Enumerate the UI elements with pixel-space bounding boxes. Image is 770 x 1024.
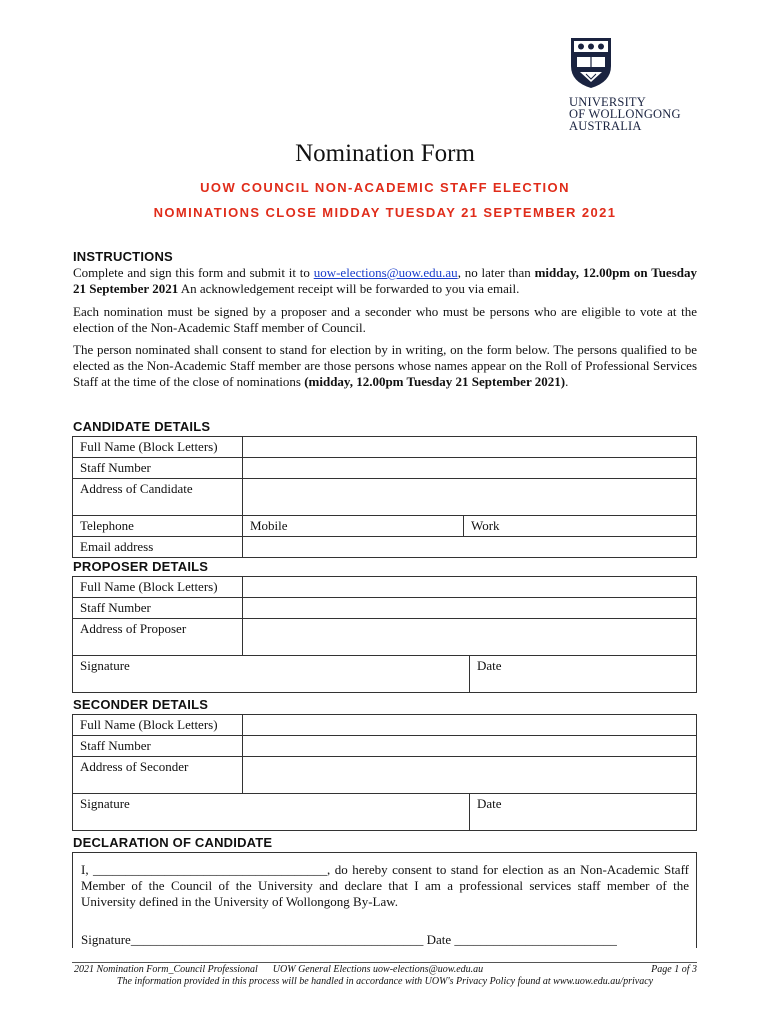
seconder-signature-field[interactable]: Signature <box>73 794 470 831</box>
instructions-paragraph-1: Complete and sign this form and submit it to uow-elections@uow.edu.au, no later than midday, 12.00pm on Tuesday 21 September 2021 An acknowledgement receipt will be forwarded to you via email. <box>73 265 697 296</box>
seconder-full-name-label: Full Name (Block Letters) <box>73 715 243 736</box>
proposer-heading: PROPOSER DETAILS <box>73 559 209 574</box>
instructions-heading: INSTRUCTIONS <box>73 249 173 264</box>
proposer-address-field[interactable] <box>243 619 697 656</box>
university-name: UNIVERSITY OF WOLLONGONG AUSTRALIA <box>569 95 681 133</box>
seconder-full-name-field[interactable] <box>243 715 697 736</box>
proposer-full-name-field[interactable] <box>243 577 697 598</box>
candidate-full-name-field[interactable] <box>243 437 697 458</box>
proposer-staff-number-label: Staff Number <box>73 598 243 619</box>
proposer-date-field[interactable]: Date <box>470 656 697 693</box>
declaration-heading: DECLARATION OF CANDIDATE <box>73 835 273 850</box>
crest-icon <box>569 36 613 90</box>
election-email-link[interactable]: uow-elections@uow.edu.au <box>313 265 458 280</box>
footer-page-number: Page 1 of 3 <box>651 964 697 975</box>
proposer-staff-number-field[interactable] <box>243 598 697 619</box>
candidate-full-name-label: Full Name (Block Letters) <box>73 437 243 458</box>
declaration-text: I, ____________________________________, do hereby consent to stand for election as an Non-Academic Staff Member of the Council of the University and declare that I am a professional services staff member of the University defined in the University of Wollongong By-Law. <box>81 862 689 909</box>
seconder-staff-number-field[interactable] <box>243 736 697 757</box>
seconder-address-field[interactable] <box>243 757 697 794</box>
proposer-address-label: Address of Proposer <box>73 619 243 656</box>
seconder-staff-number-label: Staff Number <box>73 736 243 757</box>
deadline-subtitle: NOMINATIONS CLOSE MIDDAY TUESDAY 21 SEPTEMBER 2021 <box>153 205 617 220</box>
seconder-heading: SECONDER DETAILS <box>73 697 209 712</box>
page-title: Nomination Form <box>295 140 475 167</box>
election-subtitle: UOW COUNCIL NON-ACADEMIC STAFF ELECTION <box>200 180 570 195</box>
footer-document-info: 2021 Nomination Form_Council Professional UOW General Elections uow-elections@uow.edu.au <box>74 964 484 975</box>
candidate-address-label: Address of Candidate <box>73 479 243 516</box>
footer-privacy-notice: The information provided in this process will be handled in accordance with UOW's Privacy Policy found at www.uow.edu.au/privacy <box>116 976 654 987</box>
candidate-email-label: Email address <box>73 537 243 558</box>
seconder-date-field[interactable]: Date <box>470 794 697 831</box>
instructions-paragraph-3: The person nominated shall consent to stand for election by in writing, on the form below. The persons qualified to be elected as the Non-Academic Staff member are those persons whose names appear on the Roll of Professional Services Staff at the time of the close of nominations (midday, 12.00pm Tuesday 21 September 2021). <box>73 342 697 389</box>
proposer-signature-field[interactable]: Signature <box>73 656 470 693</box>
candidate-heading: CANDIDATE DETAILS <box>73 419 211 434</box>
candidate-telephone-field[interactable]: Telephone <box>73 516 243 537</box>
declaration-box <box>72 852 697 948</box>
proposer-full-name-label: Full Name (Block Letters) <box>73 577 243 598</box>
candidate-staff-number-label: Staff Number <box>73 458 243 479</box>
candidate-details-table <box>72 436 697 558</box>
candidate-address-field[interactable] <box>243 479 697 516</box>
candidate-email-field[interactable] <box>243 537 697 558</box>
instructions-paragraph-2: Each nomination must be signed by a proposer and a seconder who must be persons who are eligible to vote at the election of the Non-Academic Staff member of Council. <box>73 304 697 335</box>
footer-divider <box>72 962 697 963</box>
seconder-details-table <box>72 714 697 831</box>
declaration-signature-line[interactable]: Signature_____________________________________________ Date _________________________ <box>81 932 617 947</box>
candidate-staff-number-field[interactable] <box>243 458 697 479</box>
candidate-work-field[interactable]: Work <box>464 516 697 537</box>
proposer-details-table <box>72 576 697 693</box>
seconder-address-label: Address of Seconder <box>73 757 243 794</box>
candidate-mobile-field[interactable]: Mobile <box>243 516 464 537</box>
